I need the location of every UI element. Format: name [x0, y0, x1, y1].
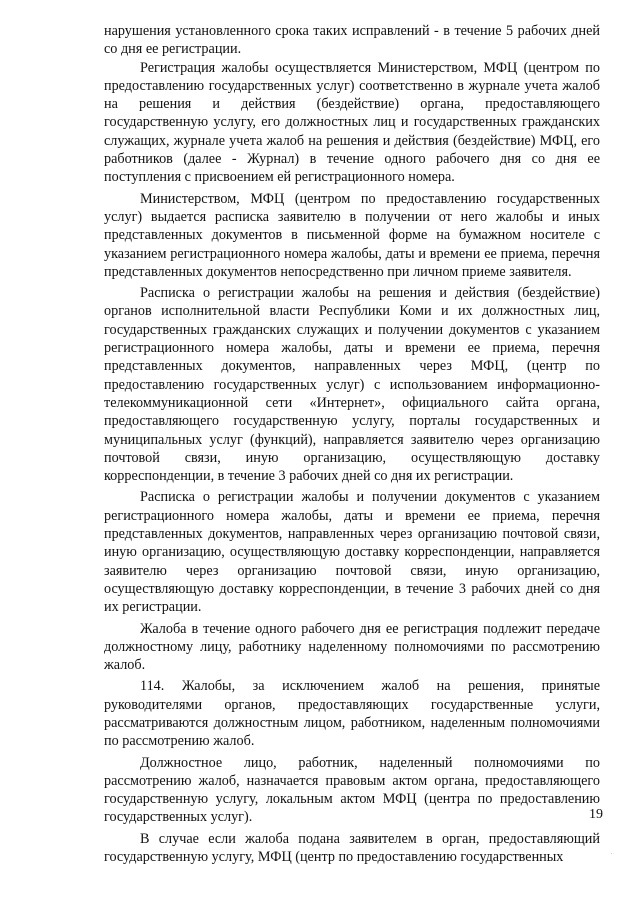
- paragraph-complaint-filing: В случае если жалоба подана заявителем в орган, предоставляющий государственную услугу, МФЦ (центр по предоставлению государственных: [104, 830, 600, 866]
- paragraph-item-114: 114. Жалобы, за исключением жалоб на решения, принятые руководителями органов, предоставляющих государственные услуги, рассматриваются должностным лицом, работником, наделенным полномочиями по рассмотрению жалоб.: [104, 678, 600, 750]
- paragraph-complaint-transfer: Жалоба в течение одного рабочего дня ее регистрация подлежит передаче должностному лицу, работнику наделенному полномочиями по рассмотрению жалоб.: [104, 620, 600, 674]
- paragraph-continuation: нарушения установленного срока таких исправлений - в течение 5 рабочих дней со дня ее регистрации.: [104, 23, 600, 58]
- document-body: [104, 22, 600, 866]
- page-number: 19: [589, 807, 603, 822]
- paragraph-receipt-postal: Расписка о регистрации жалобы и получении документов с указанием регистрационного номера жалобы, даты и времени ее приема, перечня представленных документов, направленных через организацию почтовой связи, иную организацию, осуществляющую доставку корреспонденции, направляется заявителю через организацию почтовой связи, иную организацию, осуществляющую доставку корреспонденции, в течение 3 рабочих дней со дня их регистрации.: [104, 489, 600, 616]
- paragraph-official-appointment: Должностное лицо, работник, наделенный полномочиями по рассмотрению жалоб, назначается правовым актом органа, предоставляющего государственную услугу, локальным актом МФЦ (центра по предоставлению государственных услуг).: [104, 754, 600, 826]
- paragraph-receipt-issuance: Министерством, МФЦ (центром по предоставлению государственных услуг) выдается расписка заявителю в получении от него жалобы и иных представленных документов в письменной форме на бумажном носителе с указанием регистрационного номера жалобы, даты и времени ее приема, перечня представленных документов непосредственно при личном приеме заявителя.: [104, 190, 600, 280]
- scan-speck: [611, 853, 612, 854]
- paragraph-receipt-internet: Расписка о регистрации жалобы на решения и действия (бездействие) органов исполнительной власти Республики Коми и их должностных лиц, государственных гражданских служащих и получении документов с указанием регистрационного номера жалобы, даты и времени ее приема, перечня представленных документов, направленных через МФЦ, (центр по предоставлению государственных услуг) с использованием информационно-телекоммуникационной сети «Интернет», официального сайта органа, предоставляющего государственную услугу, порталы государственных и муниципальных услуг (функций), направляется заявителю через организацию почтовой связи, иную организацию, осуществляющую доставку корреспонденции, в течение 3 рабочих дней со дня их регистрации.: [104, 285, 600, 485]
- paragraph-complaint-registration: Регистрация жалобы осуществляется Министерством, МФЦ (центром по предоставлению государственных услуг) соответственно в журнале учета жалоб на решения и действия (бездействие) органа, предоставляющего государственную услугу, его должностных лиц и государственных гражданских служащих, журнале учета жалоб на решения и действия (бездействие) МФЦ, его работников (далее - Журнал) в течение одного рабочего дня со дня ее поступления с присвоением ей регистрационного номера.: [104, 59, 600, 186]
